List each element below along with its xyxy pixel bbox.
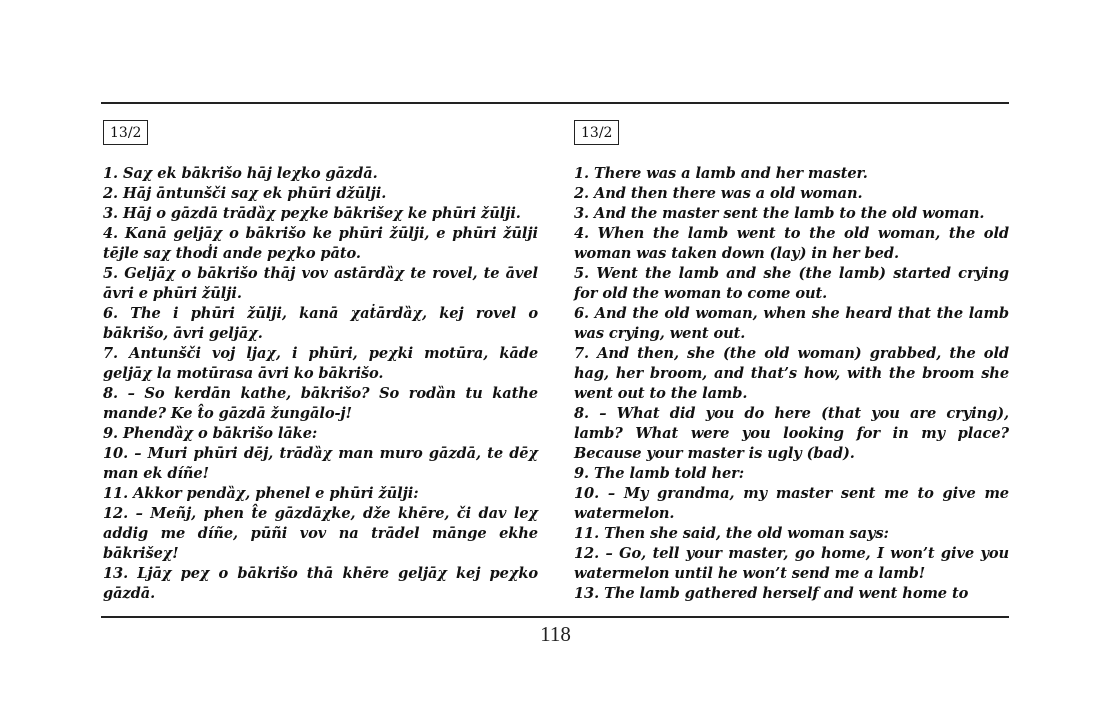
text-line: 7. Antunšči voj ljaχ, i phūri, peχki motūra, kāde geljāχ la motūrasa āvri ko bākrišo. <box>103 345 538 382</box>
text-line: 6. The i phūri žūlji, kanā χaṫārdȁχ, kej rovel o bākrišo, āvri geljāχ. <box>103 305 538 342</box>
text-line: 5. Geljāχ o bākrišo thāj vov astārdȁχ te rovel, te āvel āvri e phūri žūlji. <box>103 265 538 302</box>
text-line: 4. When the lamb went to the old woman, the old woman was taken down (lay) in her bed. <box>574 225 1009 262</box>
text-line: 11. Akkor pendȁχ, phenel e phūri žūlji: <box>103 485 419 502</box>
text-number-box: 13/2 <box>574 120 619 145</box>
text-line: 12. – Meñj, phen t̂e gāzdāχke, dže khēre, či dav leχ addig me díñe, pūñi vov na trādel mānge ekhe bākrišeχ! <box>103 505 538 562</box>
text-line: 5. Went the lamb and she (the lamb) started crying for old the woman to come out. <box>574 265 1009 302</box>
text-number-box: 13/2 <box>103 120 148 145</box>
left-column-romani <box>103 120 538 604</box>
text-line: 11. Then she said, the old woman says: <box>574 525 889 542</box>
page-number: 118 <box>540 622 571 646</box>
top-rule <box>101 102 1009 104</box>
text-line: 2. And then there was a old woman. <box>574 185 863 202</box>
text-line: 1. There was a lamb and her master. <box>574 165 868 182</box>
bottom-rule <box>101 616 1009 618</box>
text-line: 7. And then, she (the old woman) grabbed, the old hag, her broom, and that’s how, with the broom she went out to the lamb. <box>574 345 1009 402</box>
right-column-english <box>574 120 1009 604</box>
romani-text-lines <box>103 164 538 604</box>
text-line: 12. – Go, tell your master, go home, I won’t give you watermelon until he won’t send me a lamb! <box>574 545 1009 582</box>
text-line: 9. Phendȁχ o bākrišo lāke: <box>103 425 318 442</box>
english-text-lines <box>574 164 1009 604</box>
text-line: 10. – Muri phūri dēj, trādȁχ man muro gāzdā, te dēχ man ek díñe! <box>103 445 538 482</box>
text-line: 1. Saχ ek bākrišo hāj leχko gāzdā. <box>103 165 378 182</box>
text-line: 6. And the old woman, when she heard that the lamb was crying, went out. <box>574 305 1009 342</box>
text-line: 9. The lamb told her: <box>574 465 745 482</box>
text-line: 3. And the master sent the lamb to the old woman. <box>574 205 985 222</box>
text-line: 8. – So kerdān kathe, bākrišo? So rodȁn tu kathe mande? Ke t̂o gāzdā žungālo-j! <box>103 385 538 422</box>
text-line: 3. Hāj o gāzdā trādȁχ peχke bākrišeχ ke phūri žūlji. <box>103 205 521 222</box>
text-line: 8. – What did you do here (that you are crying), lamb? What were you looking for in my place? Because your master is ugly (bad). <box>574 405 1009 462</box>
text-line: 10. – My grandma, my master sent me to give me watermelon. <box>574 485 1009 522</box>
text-line: 4. Kanā geljāχ o bākrišo ke phūri žūlji, e phūri žūlji tējle saχ thoḋi ande peχko pāto. <box>103 225 538 262</box>
text-line: 2. Hāj āntunšči saχ ek phūri džūlji. <box>103 185 387 202</box>
text-line: 13. The lamb gathered herself and went home to <box>574 585 969 602</box>
text-line: 13. Ljāχ peχ o bākrišo thā khēre geljāχ kej peχko gāzdā. <box>103 565 538 602</box>
